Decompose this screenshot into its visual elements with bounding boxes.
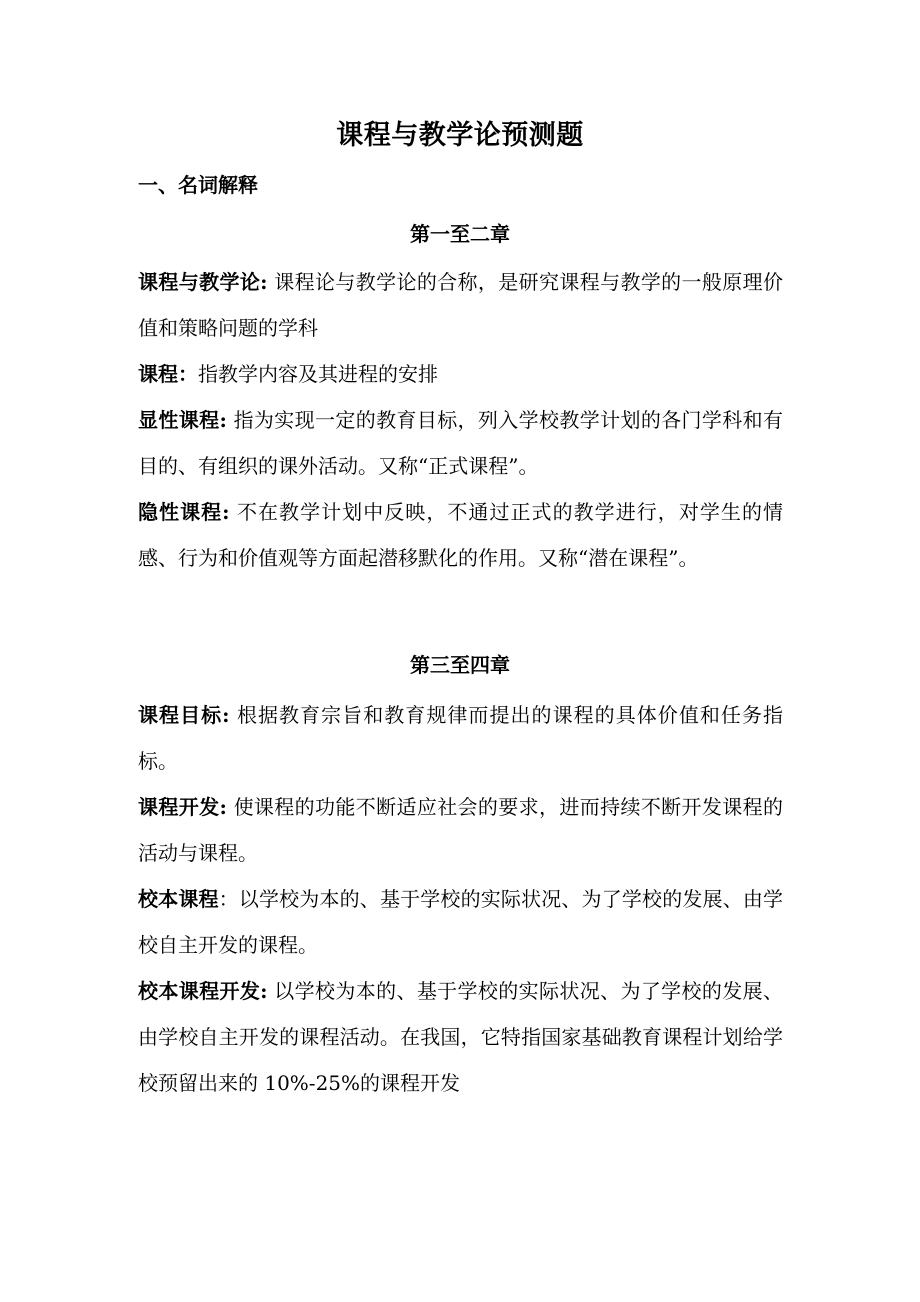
entry-term: 校本课程开发: [138, 979, 268, 1003]
entry-definition: 根据教育宗旨和教育规律而提出的课程的具体价值和任务指标。 [138, 703, 784, 773]
definition-entry [138, 692, 783, 784]
entry-definition: 使课程的功能不断适应社会的要求，进而持续不断开发课程的活动与课程。 [138, 795, 783, 865]
definition-entry [138, 397, 783, 489]
chapter-heading: 第一至二章 [410, 222, 510, 246]
definition-entry [138, 489, 783, 581]
entry-term: 课程： [138, 362, 198, 386]
entry-term: 显性课程: [138, 408, 227, 432]
entry-definition: 以学校为本的、基于学校的实际状况、为了学校的发展、由学校自主开发的课程活动。在我国，它特指国家基础教育课程计划给学校预留出来的 10%-25%的课程开发 [138, 979, 783, 1095]
chapter-entries [138, 259, 783, 581]
entry-term: 课程目标: [138, 703, 230, 727]
chapter-heading: 第三至四章 [410, 653, 510, 677]
definition-entry [138, 876, 783, 968]
definition-entry [138, 784, 783, 876]
entry-definition: 课程论与教学论的合称，是研究课程与教学的一般原理价值和策略问题的学科 [138, 270, 783, 340]
entry-definition: 不在教学计划中反映，不通过正式的教学进行，对学生的情感、行为和价值观等方面起潜移默化的作用。又称“潜在课程”。 [138, 500, 784, 570]
entry-definition: 指教学内容及其进程的安排 [198, 362, 438, 386]
chapter-entries [138, 692, 783, 1106]
definition-entry [138, 259, 783, 351]
document-title: 课程与教学论预测题 [336, 120, 584, 151]
entry-term: 隐性课程: [138, 500, 230, 524]
entry-term: 课程开发: [138, 795, 227, 819]
entry-term: 校本课程 [138, 887, 219, 911]
definition-entry [138, 351, 783, 397]
definition-entry [138, 968, 783, 1106]
entry-definition: 指为实现一定的教育目标，列入学校教学计划的各门学科和有目的、有组织的课外活动。又称“正式课程”。 [138, 408, 783, 478]
entry-term: 课程与教学论: [138, 270, 268, 294]
entry-definition: ：以学校为本的、基于学校的实际状况、为了学校的发展、由学校自主开发的课程。 [138, 887, 784, 957]
section-heading: 一、名词解释 [138, 173, 258, 197]
